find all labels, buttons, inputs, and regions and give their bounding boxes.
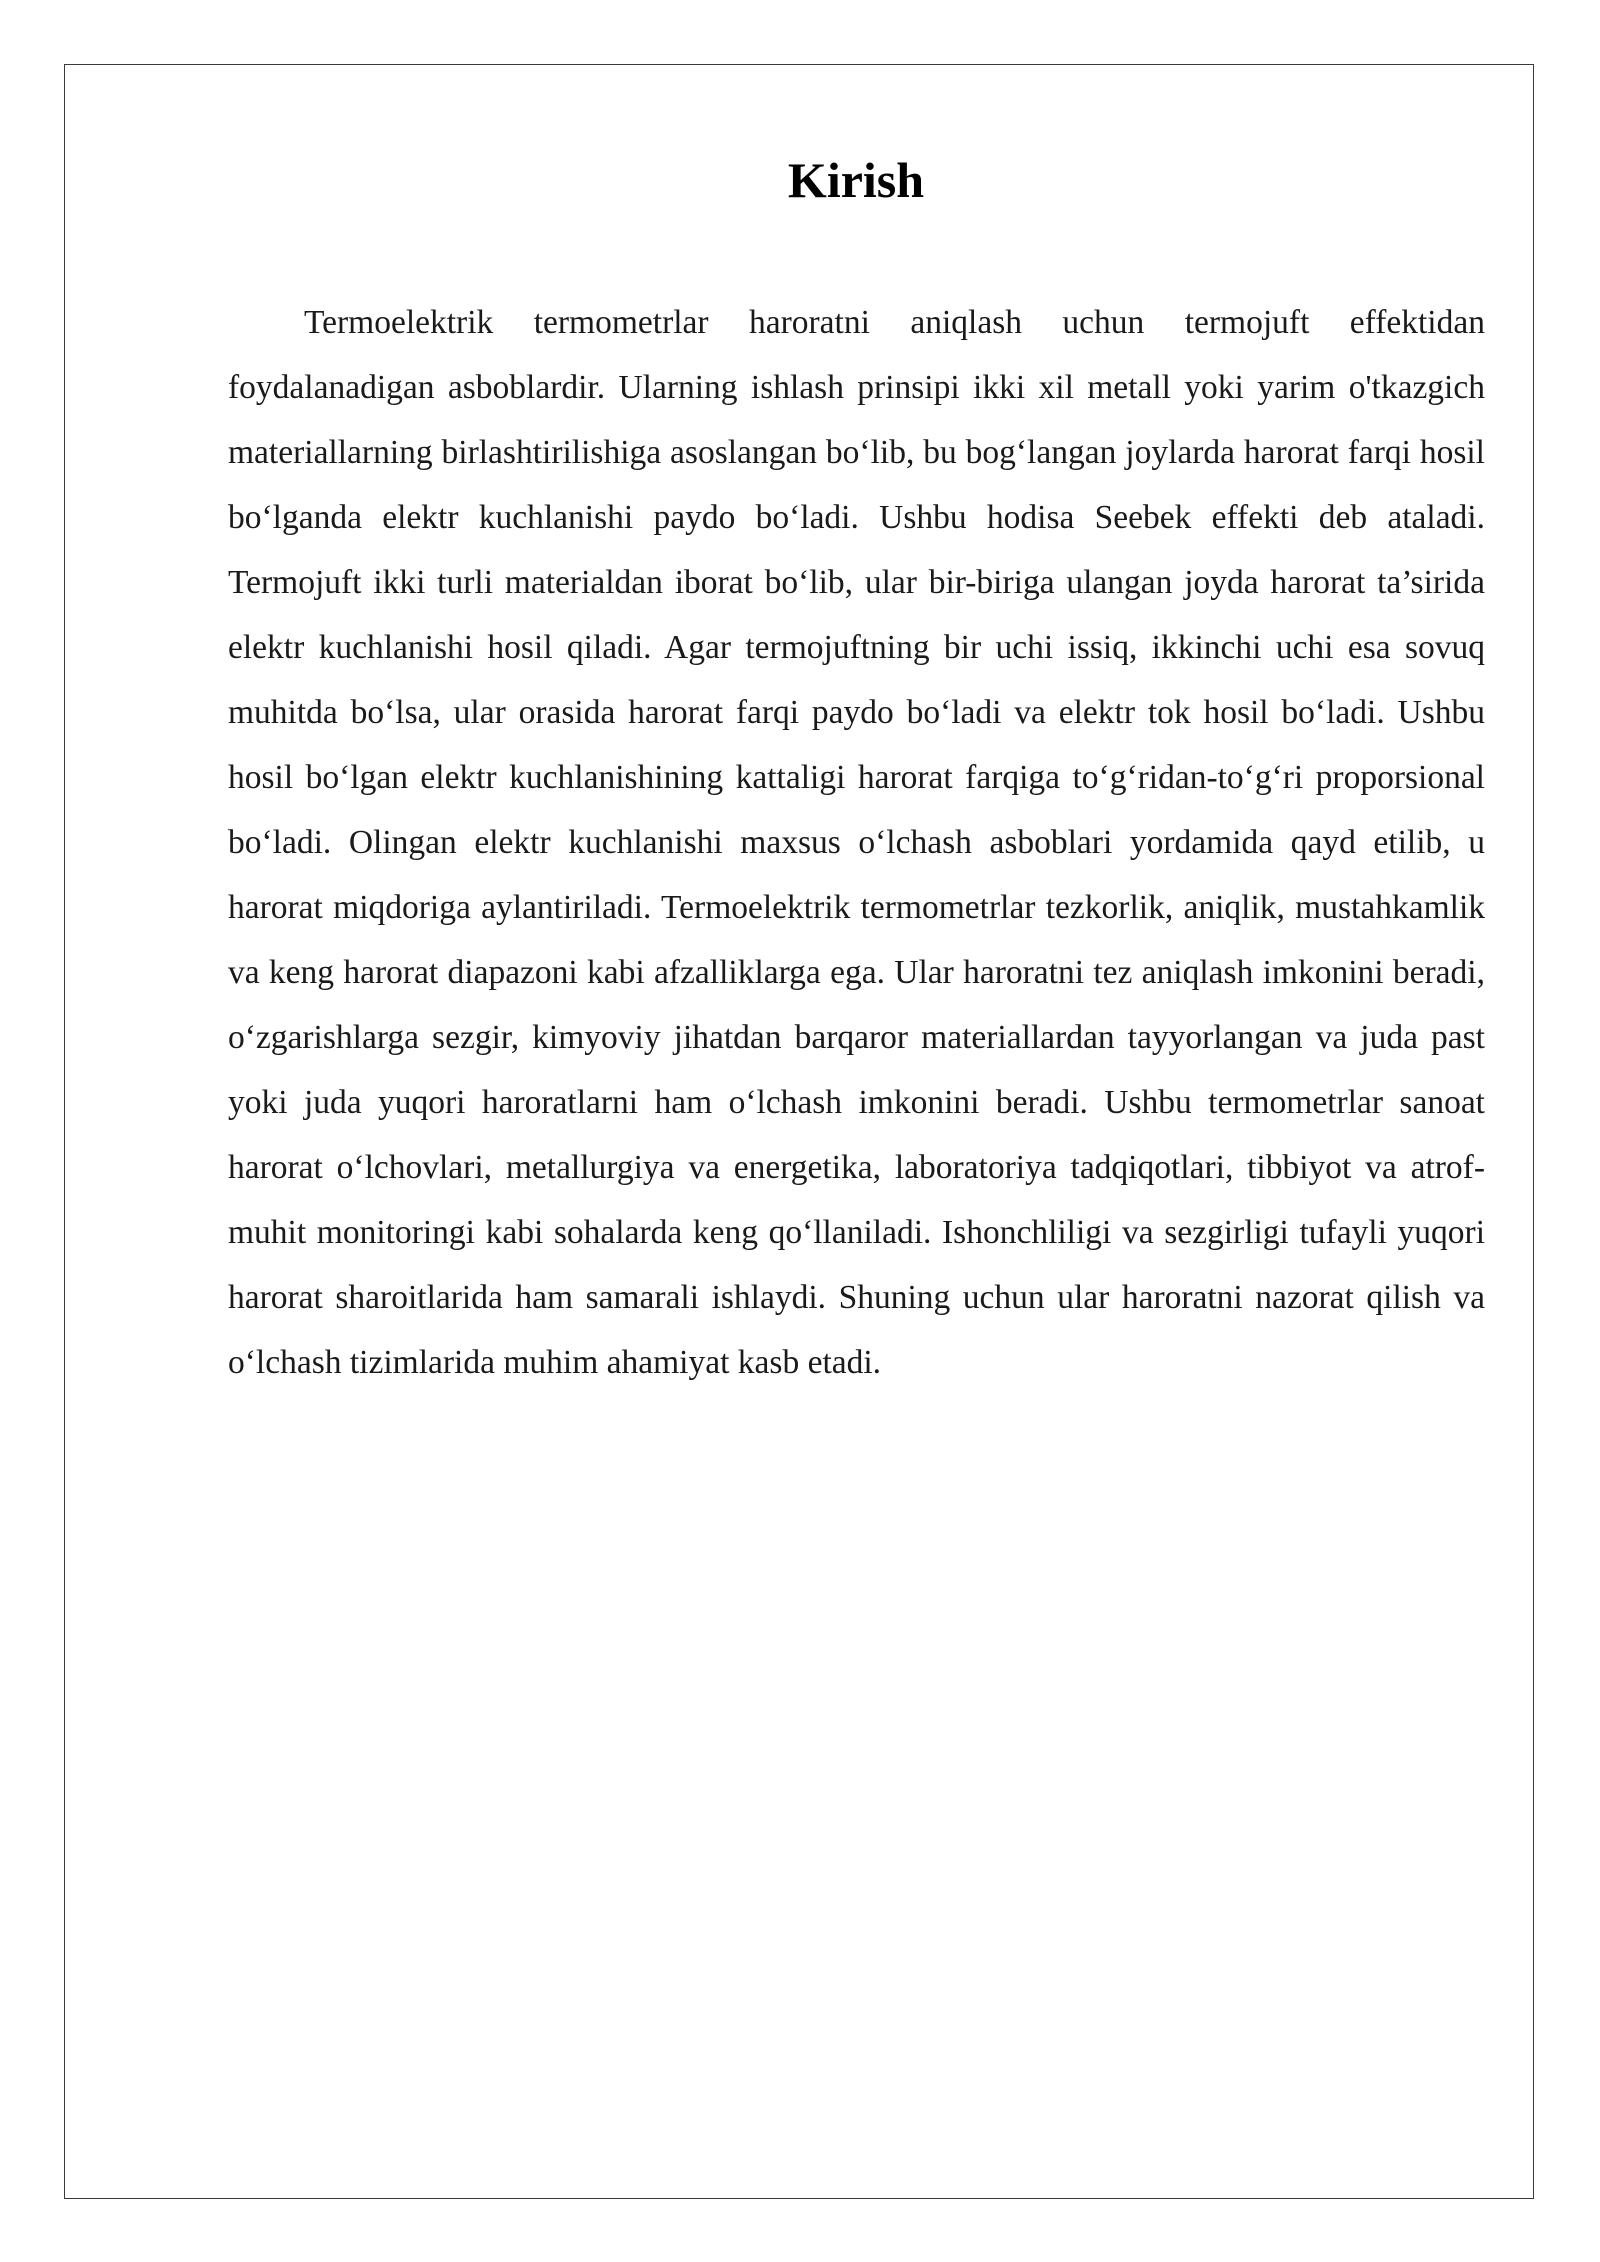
body-paragraph: Termoelektrik termometrlar haroratni aniqlash uchun termojuft effektidan foydalanadigan asboblardir. Ularning ishlash prinsipi ikki xil metall yoki yarim o'tkazgich materiallarning birlashtirilishiga asoslangan bo‘lib, bu bog‘langan joylarda harorat farqi hosil bo‘lganda elektr kuchlanishi paydo bo‘ladi. Ushbu hodisa Seebek effekti deb ataladi. Termojuft ikki turli materialdan iborat bo‘lib, ular bir-biriga ulangan joyda harorat ta’sirida elektr kuchlanishi hosil qiladi. Agar termojuftning bir uchi issiq, ikkinchi uchi esa sovuq muhitda bo‘lsa, ular orasida harorat farqi paydo bo‘ladi va elektr tok hosil bo‘ladi. Ushbu hosil bo‘lgan elektr kuchlanishining kattaligi harorat farqiga to‘g‘ridan-to‘g‘ri proporsional bo‘ladi. Olingan elektr kuchlanishi maxsus o‘lchash asboblari yordamida qayd etilib, u harorat miqdoriga aylantiriladi. Termoelektrik termometrlar tezkorlik, aniqlik, mustahkamlik va keng harorat diapazoni kabi afzalliklarga ega. Ular haroratni tez aniqlash imkonini beradi, o‘zgarishlarga sezgir, kimyoviy jihatdan barqaror materiallardan tayyorlangan va juda past yoki juda yuqori haroratlarni ham o‘lchash imkonini beradi. Ushbu termometrlar sanoat harorat o‘lchovlari, metallurgiya va energetika, laboratoriya tadqiqotlari, tibbiyot va atrof-muhit monitoringi kabi sohalarda keng qo‘llaniladi. Ishonchliligi va sezgirligi tufayli yuqori harorat sharoitlarida ham samarali ishlaydi. Shuning uchun ular haroratni nazorat qilish va o‘lchash tizimlarida muhim ahamiyat kasb etadi. xyxy=(228,304,1485,1381)
page-title: Kirish xyxy=(787,152,925,208)
